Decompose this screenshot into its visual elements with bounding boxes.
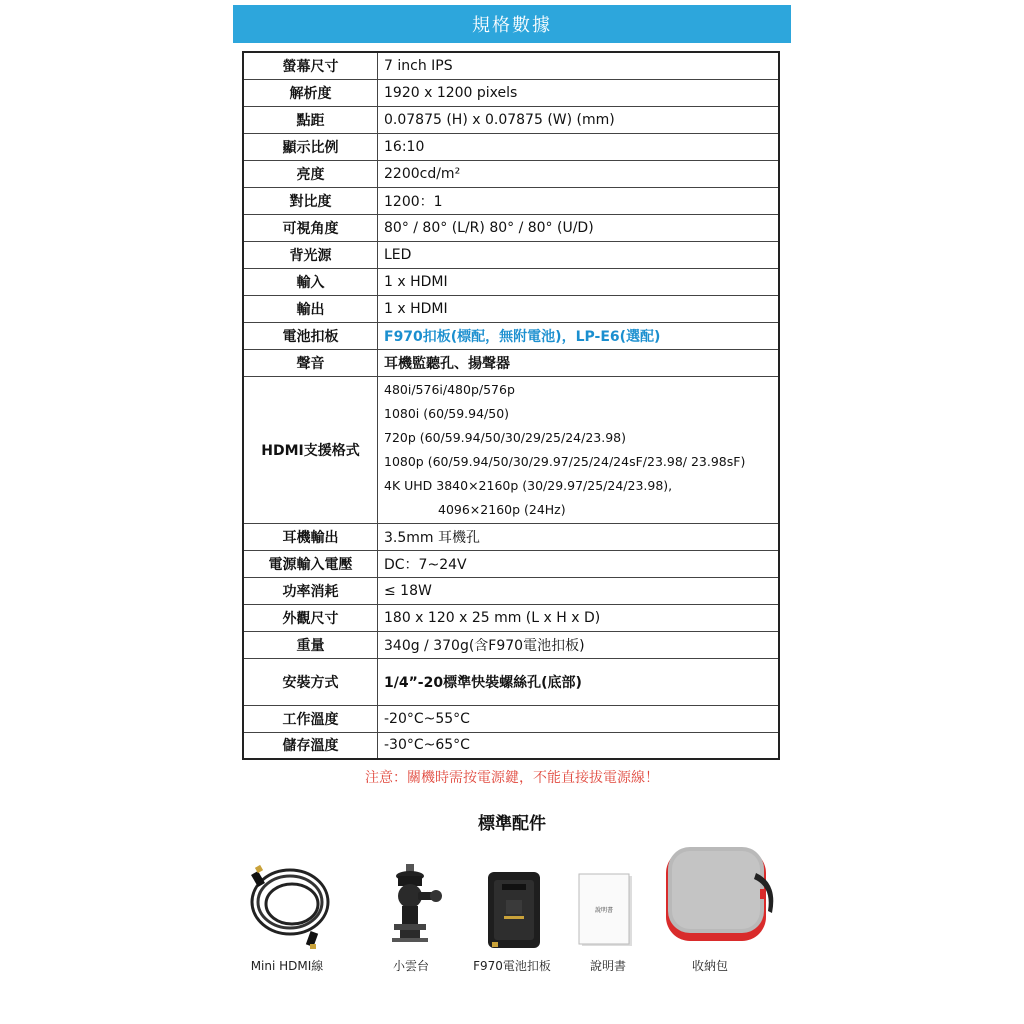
spec-value: 80° / 80° (L/R) 80° / 80° (U/D) (378, 214, 780, 241)
spec-value: 1 x HDMI (378, 295, 780, 322)
accessory-label: 收納包 (691, 959, 728, 973)
spec-label: 顯示比例 (243, 133, 378, 160)
hdmi-format-line: 4K UHD 3840×2160p (30/29.97/25/24/23.98), (384, 477, 673, 493)
carrying-case-icon (660, 843, 780, 955)
spec-value: -30°C~65°C (378, 732, 780, 759)
spec-label: 點距 (243, 106, 378, 133)
header-bar (233, 5, 791, 43)
spec-label: 安裝方式 (243, 658, 378, 705)
spec-title: 規格數據 (472, 15, 552, 36)
spec-value: -20°C~55°C (378, 705, 780, 732)
spec-row (243, 79, 779, 106)
spec-value: DC：7~24V (378, 550, 780, 577)
accessory-label: 說明書 (589, 959, 626, 973)
spec-row (243, 106, 779, 133)
spec-row (243, 631, 779, 658)
accessory-label: Mini HDMI線 (250, 959, 324, 973)
spec-value: 2200cd/m² (378, 160, 780, 187)
hdmi-format-line: 720p (60/59.94/50/30/29/25/24/23.98) (384, 429, 627, 445)
spec-row (243, 322, 779, 349)
spec-label: 對比度 (243, 187, 378, 214)
spec-value: 耳機監聽孔、揚聲器 (378, 349, 780, 376)
spec-value: ≤ 18W (378, 577, 780, 604)
spec-row (243, 732, 779, 759)
spec-row (243, 187, 779, 214)
warning-note: 注意：關機時需按電源鍵，不能直接拔電源線！ (365, 770, 659, 786)
ball-head-mount-icon (370, 850, 450, 950)
spec-row (243, 376, 779, 523)
spec-label: 輸入 (243, 268, 378, 295)
spec-value: 0.07875 (H) x 0.07875 (W) (mm) (378, 106, 780, 133)
spec-label: 聲音 (243, 349, 378, 376)
spec-value: 340g / 370g(含F970電池扣板) (378, 631, 780, 658)
hdmi-cable-icon (240, 850, 340, 950)
spec-value: 7 inch IPS (378, 52, 780, 79)
hdmi-format-line: 1080i (60/59.94/50) (384, 405, 510, 421)
spec-row (243, 214, 779, 241)
hdmi-format-line: 480i/576i/480p/576p (384, 381, 515, 397)
hdmi-format-line: 4096×2160p (24Hz) (438, 501, 566, 517)
spec-label: HDMI支援格式 (243, 376, 378, 523)
spec-label: 解析度 (243, 79, 378, 106)
spec-value: 1920 x 1200 pixels (378, 79, 780, 106)
spec-label: 亮度 (243, 160, 378, 187)
spec-value: 1200：1 (378, 187, 780, 214)
spec-row (243, 349, 779, 376)
spec-label: 工作溫度 (243, 705, 378, 732)
spec-row (243, 577, 779, 604)
spec-row (243, 705, 779, 732)
spec-label: 儲存溫度 (243, 732, 378, 759)
spec-label: 重量 (243, 631, 378, 658)
spec-row (243, 604, 779, 631)
spec-table (242, 51, 780, 760)
spec-value: 1 x HDMI (378, 268, 780, 295)
spec-label: 背光源 (243, 241, 378, 268)
spec-row (243, 523, 779, 550)
spec-label: 外觀尺寸 (243, 604, 378, 631)
spec-row (243, 658, 779, 705)
spec-value: LED (378, 241, 780, 268)
accessory-label: F970電池扣板 (473, 959, 551, 973)
spec-label: 電池扣板 (243, 322, 378, 349)
accessory-label: 小雲台 (392, 959, 429, 973)
spec-label: 耳機輸出 (243, 523, 378, 550)
spec-value: 16:10 (378, 133, 780, 160)
spec-label: 可視角度 (243, 214, 378, 241)
spec-row (243, 268, 779, 295)
spec-label: 螢幕尺寸 (243, 52, 378, 79)
manual-icon (576, 872, 636, 952)
spec-row (243, 241, 779, 268)
spec-value: 1/4”-20標準快裝螺絲孔(底部) (378, 658, 780, 705)
battery-plate-icon (484, 850, 544, 950)
spec-label: 功率消耗 (243, 577, 378, 604)
spec-row (243, 160, 779, 187)
spec-row (243, 52, 779, 79)
accessories-title: 標準配件 (478, 814, 546, 834)
spec-value: 3.5mm 耳機孔 (378, 523, 780, 550)
spec-label: 電源輸入電壓 (243, 550, 378, 577)
hdmi-format-list (378, 376, 780, 523)
spec-value: 180 x 120 x 25 mm (L x H x D) (378, 604, 780, 631)
spec-row (243, 550, 779, 577)
spec-row (243, 133, 779, 160)
hdmi-format-line: 1080p (60/59.94/50/30/29.97/25/24/24sF/23.98/ 23.98sF) (384, 453, 746, 469)
spec-label: 輸出 (243, 295, 378, 322)
spec-row (243, 295, 779, 322)
manual-cover-text: 說明書 (594, 907, 613, 914)
spec-value-highlight: F970扣板(標配，無附電池)，LP-E6(選配) (378, 322, 780, 349)
